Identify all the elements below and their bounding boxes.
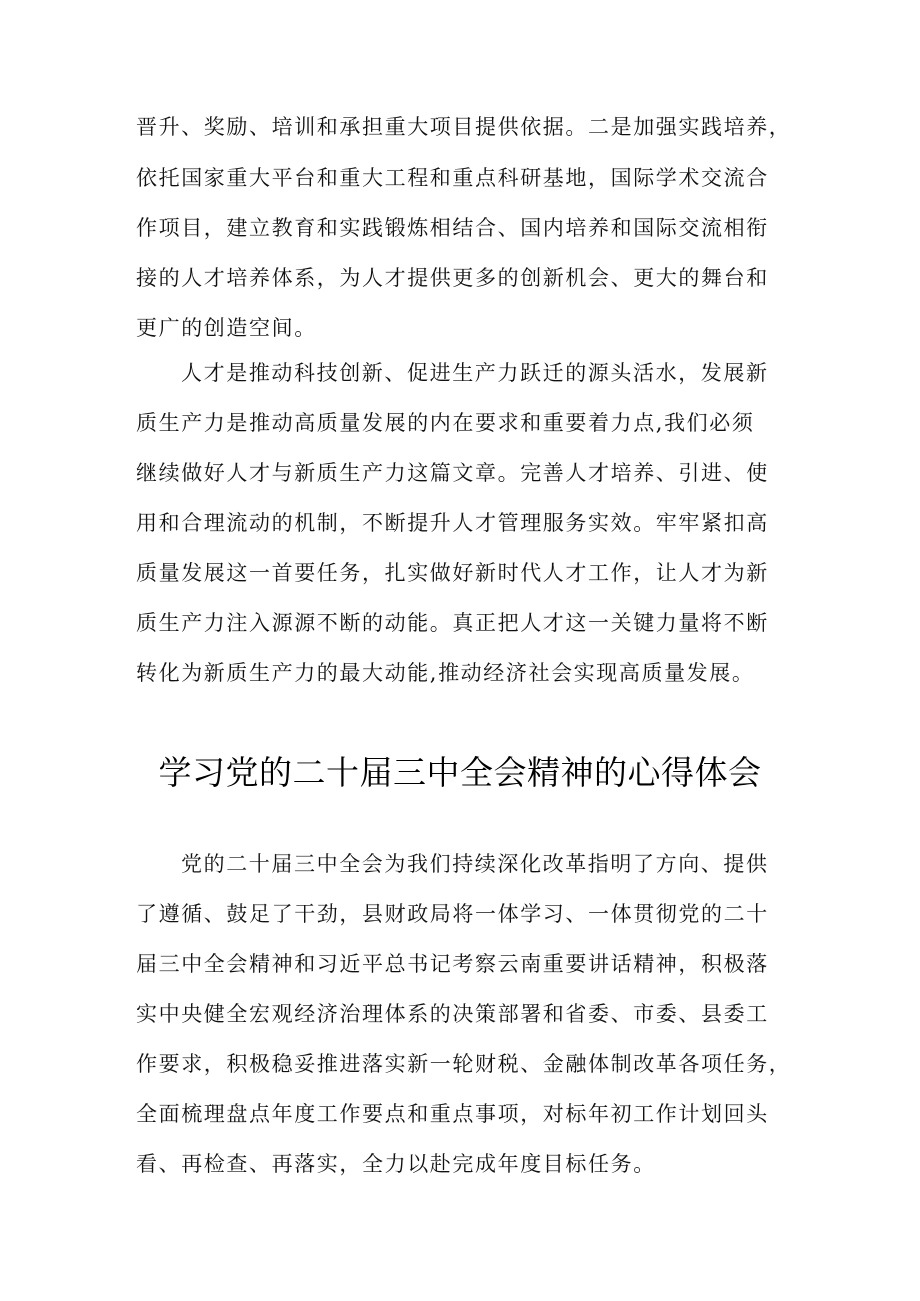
paragraph-line: 晋升、奖励、培训和承担重大项目提供依据。二是加强实践培养， [136,115,792,139]
paragraph-line: 党的二十届三中全会为我们持续深化改革指明了方向、提供 [181,852,769,876]
paragraph-line: 作项目，建立教育和实践锻炼相结合、国内培养和国际交流相衔 [136,216,769,240]
paragraph-line: 看、再检查、再落实，全力以赴完成年度目标任务。 [136,1152,656,1176]
paragraph-line: 届三中全会精神和习近平总书记考察云南重要讲话精神，积极落 [136,952,769,976]
paragraph-line: 质生产力注入源源不断的动能。真正把人才这一关键力量将不断 [136,611,769,635]
paragraph-line: 作要求，积极稳妥推进落实新一轮财税、金融体制改革各项任务， [136,1052,792,1076]
paragraph-line: 依托国家重大平台和重大工程和重点科研基地，国际学术交流合 [136,166,769,190]
paragraph-line: 质量发展这一首要任务，扎实做好新时代人才工作，让人才为新 [136,561,769,585]
paragraph-line: 用和合理流动的机制，不断提升人才管理服务实效。牢牢紧扣高 [136,511,769,535]
paragraph-line: 继续做好人才与新质生产力这篇文章。完善人才培养、引进、使 [136,461,769,485]
paragraph-line: 人才是推动科技创新、促进生产力跃迁的源头活水，发展新 [181,361,769,385]
paragraph-line: 更广的创造空间。 [136,316,317,340]
paragraph-line: 接的人才培养体系，为人才提供更多的创新机会、更大的舞台和 [136,266,769,290]
paragraph-line: 实中央健全宏观经济治理体系的决策部署和省委、市委、县委工 [136,1002,769,1026]
paragraph-line: 质生产力是推动高质量发展的内在要求和重要着力点,我们必须 [136,411,755,435]
paragraph-line: 全面梳理盘点年度工作要点和重点事项，对标年初工作计划回头 [136,1102,769,1126]
document-title: 学习党的二十届三中全会精神的心得体会 [158,753,762,792]
paragraph-line: 了遵循、鼓足了干劲，县财政局将一体学习、一体贯彻党的二十 [136,902,769,926]
paragraph-line: 转化为新质生产力的最大动能,推动经济社会实现高质量发展。 [136,661,755,685]
